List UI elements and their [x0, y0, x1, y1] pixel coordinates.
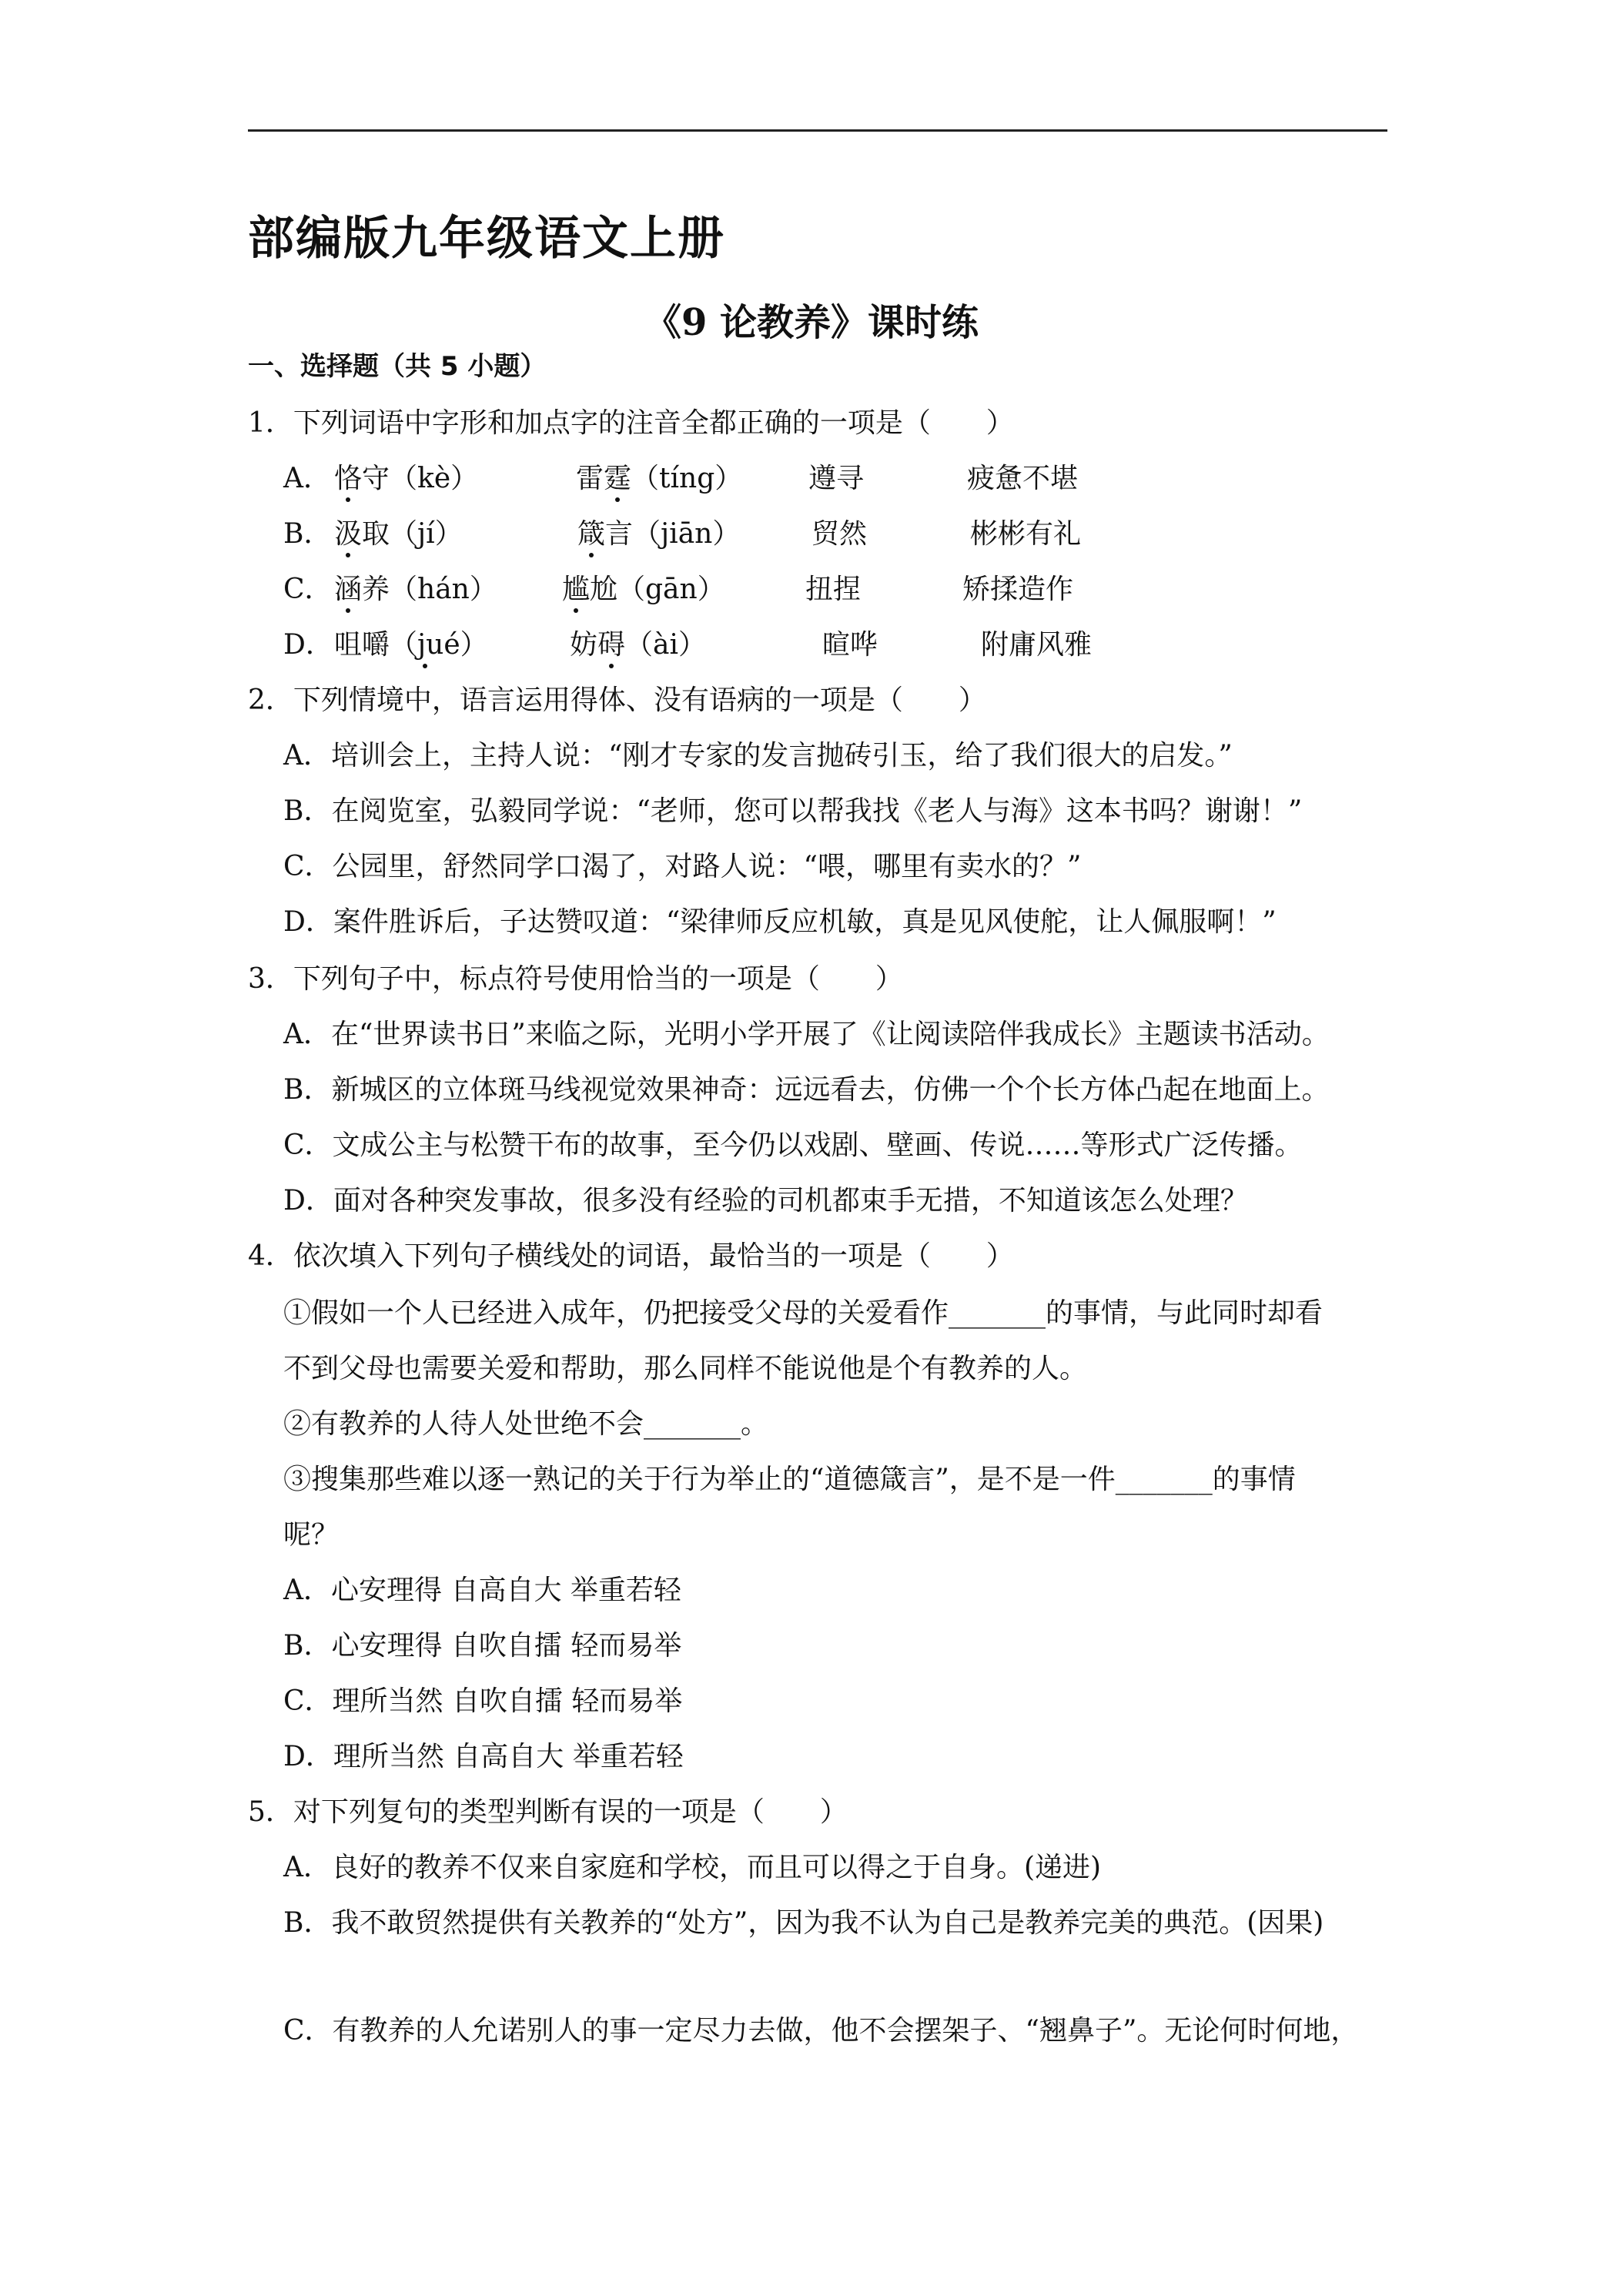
question-1-stem: 1．下列词语中字形和加点字的注音全都正确的一项是（ ）: [248, 407, 1014, 439]
question-4-stem: 4．依次填入下列句子横线处的词语，最恰当的一项是（ ）: [248, 1240, 1014, 1272]
q5-option-b: B．我不敢贸然提供有关教养的“处方”，因为我不认为自己是教养完美的典范。(因果): [283, 1907, 1324, 1939]
q4-option-c: C．理所当然 自吹自擂 轻而易举: [283, 1685, 683, 1717]
q2-option-d: D．案件胜诉后，子达赞叹道：“梁律师反应机敏，真是见风使舵，让人佩服啊！”: [283, 906, 1277, 938]
lesson-title: 《9 论教养》课时练: [644, 301, 979, 344]
q2-option-b: B．在阅览室，弘毅同学说：“老师，您可以帮我找《老人与海》这本书吗？谢谢！”: [283, 795, 1303, 827]
q5-option-c: C．有教养的人允诺别人的事一定尽力去做，他不会摆架子、“翘鼻子”。无论何时何地，: [283, 2015, 1359, 2047]
q5-option-a: A．良好的教养不仅来自家庭和学校，而且可以得之于自身。(递进): [283, 1852, 1102, 1883]
q2-option-c: C．公园里，舒然同学口渴了，对路人说：“喂，哪里有卖水的？”: [283, 851, 1082, 882]
question-3-stem: 3．下列句子中，标点符号使用恰当的一项是（ ）: [248, 963, 903, 995]
question-2-stem: 2．下列情境中，语言运用得体、没有语病的一项是（ ）: [248, 684, 986, 716]
q4-sentence-3-cont: 呢？: [283, 1519, 340, 1551]
q2-option-a: A．培训会上，主持人说：“刚才专家的发言抛砖引玉，给了我们很大的启发。”: [283, 740, 1233, 771]
q3-option-b: B．新城区的立体斑马线视觉效果神奇：远远看去，仿佛一个个长方体凸起在地面上。: [283, 1074, 1330, 1106]
section-heading: 一、选择题（共 5 小题）: [248, 351, 547, 382]
q4-sentence-3: ③搜集那些难以逐一熟记的关于行为举止的“道德箴言”，是不是一件_______的事情: [283, 1464, 1296, 1495]
q4-option-b: B．心安理得 自吹自擂 轻而易举: [283, 1630, 682, 1662]
q4-sentence-1-cont: 不到父母也需要关爱和帮助，那么同样不能说他是个有教养的人。: [283, 1353, 1088, 1384]
q4-option-d: D．理所当然 自高自大 举重若轻: [283, 1741, 684, 1772]
q3-option-a: A．在“世界读书日”来临之际，光明小学开展了《让阅读陪伴我成长》主题读书活动。: [283, 1019, 1330, 1050]
doc-title: 部编版九年级语文上册: [248, 212, 725, 266]
q3-option-d: D．面对各种突发事故，很多没有经验的司机都束手无措，不知道该怎么处理？: [283, 1185, 1248, 1217]
q4-option-a: A．心安理得 自高自大 举重若轻: [283, 1575, 681, 1606]
q3-option-c: C．文成公主与松赞干布的故事，至今仍以戏剧、壁画、传说……等形式广泛传播。: [283, 1130, 1303, 1161]
q4-sentence-2: ②有教养的人待人处世绝不会_______。: [283, 1408, 769, 1440]
question-5-stem: 5．对下列复句的类型判断有误的一项是（ ）: [248, 1796, 848, 1828]
header-rule: [248, 129, 1387, 132]
q4-sentence-1: ①假如一个人已经进入成年，仍把接受父母的关爱看作_______的事情，与此同时却看: [283, 1297, 1323, 1329]
